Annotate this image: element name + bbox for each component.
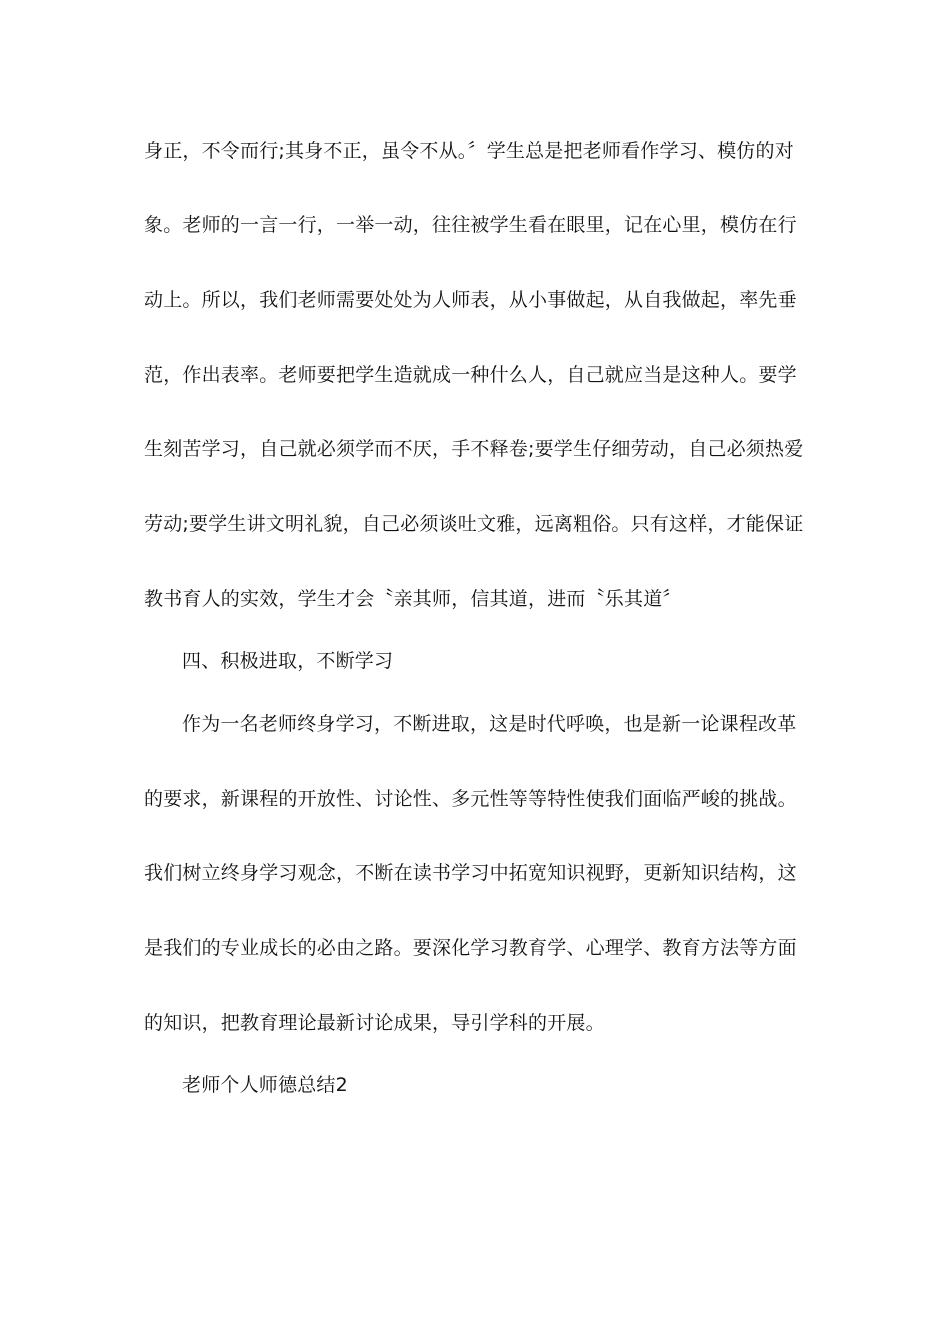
section-heading: 四、积极进取，不断学习 [182,650,394,672]
next-document-heading: 老师个人师德总结2 [182,1074,348,1096]
paragraph-line: 劳动;要学生讲文明礼貌，自己必须谈吐文雅，远离粗俗。只有这样，才能保证 [144,513,804,535]
paragraph-line: 教书育人的实效，学生才会〝亲其师，信其道，进而〝乐其道〞 [144,588,682,610]
paragraph-line: 动上。所以，我们老师需要处处为人师表，从小事做起，从自我做起，率先垂 [144,289,797,311]
paragraph-line: 的知识，把教育理论最新讨论成果，导引学科的开展。 [144,1012,605,1034]
paragraph-line: 作为一名老师终身学习，不断进取，这是时代呼唤，也是新一论课程改革 [182,713,797,735]
paragraph-line: 我们树立终身学习观念，不断在读书学习中拓宽知识视野，更新知识结构，这 [144,862,797,884]
paragraph-line: 的要求，新课程的开放性、讨论性、多元性等等特性使我们面临严峻的挑战。 [144,788,797,810]
paragraph-line: 范，作出表率。老师要把学生造就成一种什么人，自己就应当是这种人。要学 [144,364,797,386]
paragraph-line: 是我们的专业成长的必由之路。要深化学习教育学、心理学、教育方法等方面 [144,937,797,959]
paragraph-line: 象。老师的一言一行，一举一动，往往被学生看在眼里，记在心里，模仿在行 [144,214,797,236]
paragraph-line: 身正，不令而行;其身不正，虽令不从。〞学生总是把老师看作学习、模仿的对 [144,140,794,162]
paragraph-line: 生刻苦学习，自己就必须学而不厌，手不释卷;要学生仔细劳动，自己必须热爱 [144,438,804,460]
